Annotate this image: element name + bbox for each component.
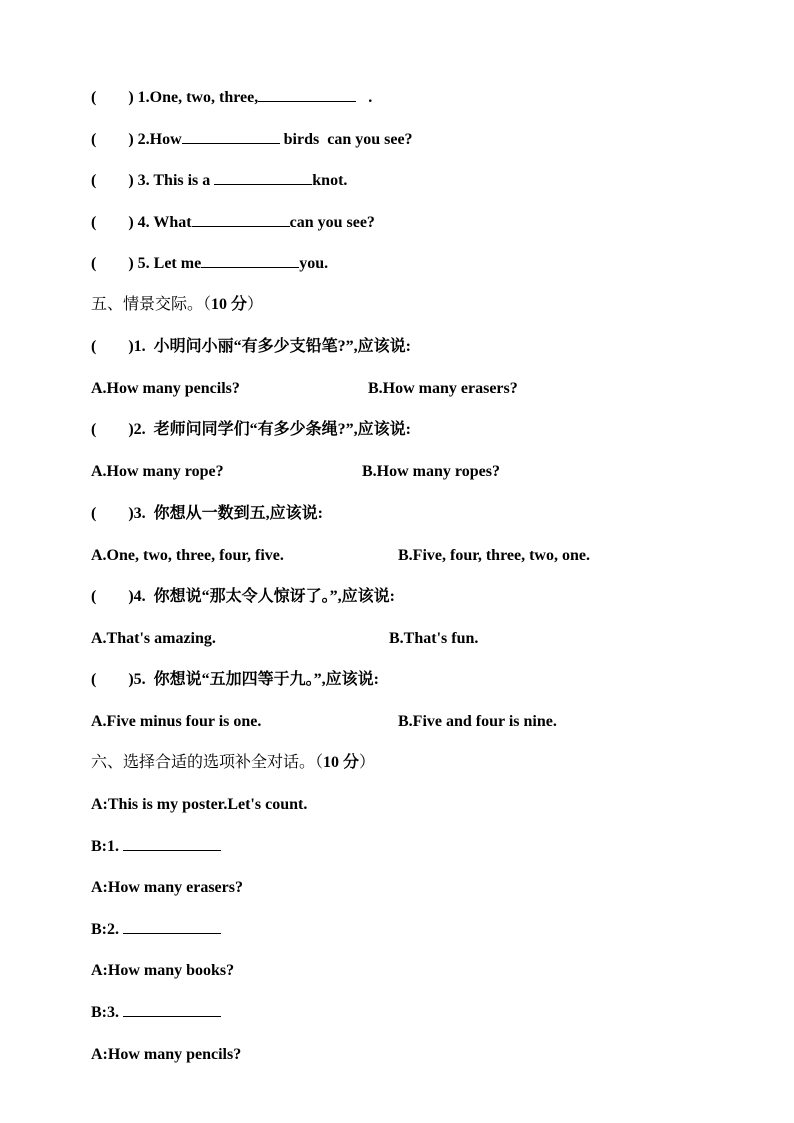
option-a-2: A.How many rope? bbox=[91, 463, 224, 480]
option-a-3: A.One, two, three, four, five. bbox=[91, 547, 284, 564]
option-b-5: B.Five and four is nine. bbox=[398, 713, 557, 730]
answer-blank bbox=[192, 212, 290, 227]
answer-paren: ( ) bbox=[91, 172, 134, 189]
answer-paren: ( ) bbox=[91, 89, 134, 106]
question-text-end: birds can you see? bbox=[279, 131, 413, 148]
dialogue-line-2: B:1. bbox=[91, 836, 221, 858]
answer-blank bbox=[258, 87, 356, 102]
section-heading-5: 五、情景交际。（10 分） bbox=[91, 296, 264, 313]
question-text: 4. What bbox=[133, 214, 192, 231]
dialogue-line-4: B:2. bbox=[91, 919, 221, 941]
section-score: 10 分 bbox=[323, 754, 360, 771]
answer-blank bbox=[201, 253, 299, 268]
question-text-end: knot. bbox=[312, 172, 348, 189]
option-b-2: B.How many ropes? bbox=[362, 463, 500, 480]
answer-blank bbox=[123, 919, 221, 934]
question-text-end: . bbox=[356, 89, 373, 106]
answer-paren: ( ) bbox=[91, 214, 134, 231]
option-a-1: A.How many pencils? bbox=[91, 380, 240, 397]
answer-blank bbox=[214, 170, 312, 185]
question-text: 1.One, two, three, bbox=[133, 89, 259, 106]
fill-item-2 bbox=[91, 129, 413, 151]
answer-paren: ( ) bbox=[91, 131, 134, 148]
section-score: 10 分 bbox=[211, 296, 248, 313]
dialogue-line-3: A:How many erasers? bbox=[91, 879, 243, 896]
answer-blank bbox=[123, 1002, 221, 1017]
fill-item-4 bbox=[91, 212, 375, 234]
fill-item-5 bbox=[91, 253, 328, 275]
question-text: 5. Let me bbox=[133, 255, 202, 272]
option-a-5: A.Five minus four is one. bbox=[91, 713, 262, 730]
fill-item-3 bbox=[91, 170, 347, 192]
dialogue-line-7: A:How many pencils? bbox=[91, 1046, 242, 1063]
question-text-end: can you see? bbox=[289, 214, 375, 231]
dialogue-line-6: B:3. bbox=[91, 1002, 221, 1024]
answer-paren: ( ) bbox=[91, 255, 134, 272]
section-heading-6: 六、选择合适的选项补全对话。（10 分） bbox=[91, 754, 376, 771]
question-text: 3. This is a bbox=[133, 172, 215, 189]
option-a-4: A.That's amazing. bbox=[91, 630, 216, 647]
choice-question-1: ( )1. 小明问小丽“有多少支铅笔?”,应该说: bbox=[91, 338, 411, 355]
option-b-3: B.Five, four, three, two, one. bbox=[398, 547, 590, 564]
answer-blank bbox=[182, 129, 280, 144]
answer-blank bbox=[123, 836, 221, 851]
dialogue-line-5: A:How many books? bbox=[91, 962, 235, 979]
choice-question-4: ( )4. 你想说“那太令人惊讶了。”,应该说: bbox=[91, 588, 395, 605]
option-b-4: B.That's fun. bbox=[389, 630, 479, 647]
question-text: 2.How bbox=[133, 131, 182, 148]
choice-question-3: ( )3. 你想从一数到五,应该说: bbox=[91, 505, 323, 522]
dialogue-line-1: A:This is my poster.Let's count. bbox=[91, 796, 308, 813]
choice-question-5: ( )5. 你想说“五加四等于九。”,应该说: bbox=[91, 671, 379, 688]
fill-item-1 bbox=[91, 87, 372, 109]
question-text-end: you. bbox=[299, 255, 329, 272]
choice-question-2: ( )2. 老师问同学们“有多少条绳?”,应该说: bbox=[91, 421, 411, 438]
option-b-1: B.How many erasers? bbox=[368, 380, 518, 397]
